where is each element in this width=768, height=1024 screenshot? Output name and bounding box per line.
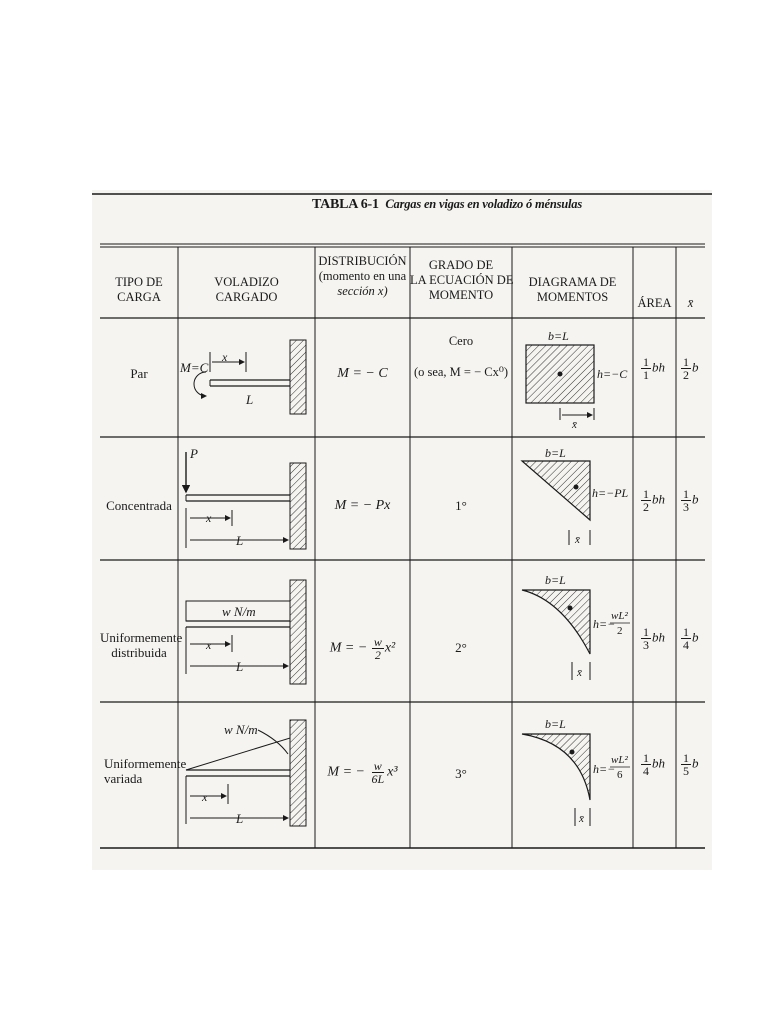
header-area: ÁREA [637, 296, 672, 310]
header-voladizo: VOLADIZO CARGADO [214, 275, 279, 304]
row1-area: $\frac{1}{1}$ bh [643, 355, 665, 382]
row2-b-label: b=L [545, 446, 566, 460]
row2-h-label: h=−PL [592, 486, 629, 500]
row3-wall [290, 580, 306, 684]
row3-b-label: b=L [545, 573, 566, 587]
header-xbar: x̄ [687, 296, 694, 310]
row2-ecuacion: M = − Px [334, 498, 391, 513]
row3-beam-figure [186, 580, 306, 684]
row2-x-label: x [206, 511, 212, 525]
row3-h-den: 2 [617, 625, 623, 637]
row1-b-label: b=L [548, 329, 569, 343]
row2-L-label: L [236, 533, 244, 548]
row1-moment-diagram [526, 345, 594, 420]
row1-load-label: M=C [180, 360, 209, 375]
row2-wall [290, 463, 306, 549]
row2-grado: 1° [455, 498, 467, 513]
row1-xbar-label: x̄ [572, 419, 577, 431]
row3-ecuacion: M = − $\frac{w}{2}$ x² [329, 635, 396, 662]
couple-arrow-icon [194, 372, 206, 396]
row2-beam-figure [186, 452, 306, 549]
header-tipo: TIPO DE CARGA [115, 275, 163, 304]
row3-h-prefix: h=− [593, 617, 616, 631]
row2-xbar: $\frac{1}{3}$ b [683, 487, 699, 514]
row4-h-den: 6 [617, 769, 623, 781]
row1-xbar: $\frac{1}{2}$ b [683, 355, 699, 382]
row2-moment-diagram [522, 461, 590, 545]
row4-area: $\frac{1}{4}$ bh [643, 751, 665, 778]
row3-L-label: L [236, 659, 244, 674]
row1-x-label: x [222, 350, 228, 364]
row4-h-prefix: h=− [593, 762, 616, 776]
row1-L-label: L [246, 392, 254, 407]
row1-wall [290, 340, 306, 414]
row2-tipo: Concentrada [106, 498, 172, 513]
row4-ecuacion: M = − $\frac{w}{6L}$ x³ [327, 759, 398, 786]
row4-grado: 3° [455, 766, 467, 781]
row3-h-num: wL² [611, 610, 628, 622]
row1-h-label: h=−C [597, 367, 628, 381]
header-grado: GRADO DE LA ECUACIÓN DE MOMENTO [410, 258, 514, 302]
row1-grado: Cero (o sea, M = − Cx⁰) [413, 334, 509, 379]
caption-number: TABLA 6-1 [312, 197, 379, 212]
caption-title: Cargas en vigas en voladizo ó ménsulas [385, 197, 582, 211]
header-distribucion: DISTRIBUCIÓN (momento en una sección x) [318, 254, 407, 298]
row2-load-label: P [190, 446, 198, 461]
row3-grado: 2° [455, 640, 467, 655]
row3-xbar-label: x̄ [577, 667, 582, 679]
header-diagrama: DIAGRAMA DE MOMENTOS [528, 275, 617, 304]
row3-load-label: w N/m [222, 604, 256, 619]
row2-xbar-label: x̄ [575, 534, 580, 546]
row4-h-num: wL² [611, 754, 628, 766]
row1-tipo: Par [130, 366, 148, 381]
row1-ecuacion: M = − C [337, 366, 388, 381]
row4-load-label: w N/m [224, 722, 258, 737]
row4-x-label: x [202, 790, 208, 804]
row4-b-label: b=L [545, 717, 566, 731]
varying-load-triangle [186, 738, 290, 770]
row4-L-label: L [236, 811, 244, 826]
row3-xbar: $\frac{1}{4}$ b [683, 625, 699, 652]
row2-area: $\frac{1}{2}$ bh [643, 487, 665, 514]
row4-xbar: $\frac{1}{5}$ b [683, 751, 699, 778]
row4-wall [290, 720, 306, 826]
row3-x-label: x [206, 638, 212, 652]
row4-tipo: Uniformemente variada [104, 756, 187, 786]
row3-area: $\frac{1}{3}$ bh [643, 625, 665, 652]
row3-tipo: Uniformemente distribuida [100, 630, 183, 660]
row4-xbar-label: x̄ [579, 813, 584, 825]
